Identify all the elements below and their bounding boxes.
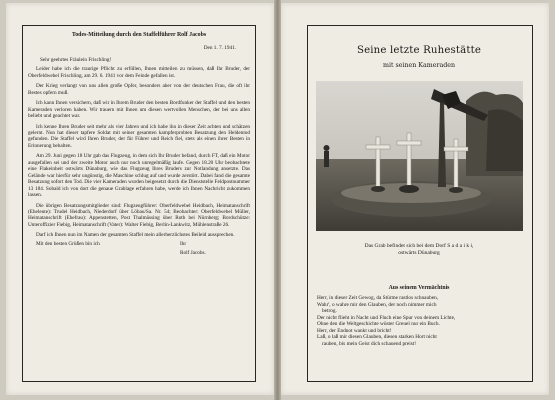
page-subtitle: mit seinen Kameraden	[382, 62, 456, 69]
letter-paragraph: Leider habe ich die traurige Pflicht zu erfüllen, Ihnen mitteilen zu müssen, daß Ihr Bruder, der Oberfeldwebel Frischling, am 29. 6. 1941 vor dem Feinde gefallen ist.	[28, 66, 250, 79]
right-page	[281, 3, 549, 395]
letter-heading: Todes-Mitteilung durch den Staffelführer Rolf Jacobs	[71, 32, 207, 38]
letter-salutation: Sehr geehrtes Fräulein Frischling!	[40, 56, 112, 63]
letter-paragraph: Die übrigen Besatzungsmitglieder sind: Flugzeugführer: Oberfeldwebel Heidbach, Heimatanschrift (Eheleute): Trudel Heidbach, Niederdorf über Löbau/Sa. Nr. 54; Beobachter: Oberfeldwebel Müller, Heimatanschrift (Ehefrau): Appenstetten, Post Thalmässing über Roth bei Nürnberg; Bordschütze: Unteroffizier Fiebig, Heimatanschrift (Vater): Walter Fiebig, Berlin-Lankwitz, Mühlenstraße 26.	[28, 202, 250, 228]
poem-line: Der nicht flieht in Nacht und Fluch eine Spur von deinem Lichte,	[317, 314, 456, 321]
legacy-heading: Aus seinem Vermächtnis	[388, 285, 450, 291]
grave-photo-illustration	[316, 81, 523, 231]
letter-paragraph: Ich kenne Ihren Bruder seit mehr als vier Jahren und ich habe ihn in dieser Zeit achten und schätzen gelernt. Nun hat dieser tapfere Soldat mit seiner gesamten kampferprobten Besatzung den Heldentod gefunden. Die Staffel wird Ihren Bruder, der für Führer und Reich fiel, stets als einen ihrer Besten in Erinnerung behalten.	[28, 123, 250, 149]
legacy-poem	[317, 295, 527, 347]
signature: Rolf Jacobs.	[180, 249, 206, 256]
poem-line: betrog.	[322, 308, 337, 314]
page-title: Seine letzte Ruhestätte	[356, 45, 482, 56]
poem-line: rauben, bis mein Geist dich schauend preist!	[322, 340, 416, 347]
letter-paragraph: Der Krieg verlangt von uns allen große Opfer, besonders aber von der deutschen Frau, die oft ihr Bestes opfern muß.	[28, 83, 250, 96]
photo-caption-line: Das Grab befindet sich bei dem Dorf S a d a i k i,	[364, 243, 474, 249]
letter-closing	[28, 240, 250, 256]
closing-ihr: Ihr	[180, 240, 187, 247]
closing-phrase: Mit den besten Grüßen bin ich	[36, 240, 100, 247]
left-page	[6, 3, 274, 395]
book-gutter	[274, 0, 281, 400]
poem-line: Herr, in dieser Zeit Gewog, da Stürme rastlos schnauben,	[317, 295, 439, 301]
grave-photo	[316, 81, 523, 231]
poem-line: Laß, o laß mir diesen Glauben, diesen starken Hort nicht	[317, 334, 437, 340]
death-notice-letter	[28, 32, 250, 256]
poem-line: Wahr', o wahre mir den Glauben, der noch nimmer mich	[317, 301, 437, 308]
photo-caption-line: ostwärts Dünaburg	[398, 249, 440, 256]
letter-date: Den 1. 7. 1941.	[203, 45, 236, 52]
photo-caption	[307, 243, 531, 257]
poem-line: Ohne den die Weltgeschichte wüster Greuel nur ein Buch.	[317, 321, 440, 327]
letter-paragraph: Am 29. Juni gegen 18 Uhr gab das Flugzeug, in dem sich Ihr Bruder befand, durch FT, daß ein Motor ausgefallen sei und der zweite Motor auch nur noch unregelmäßig laufe. Gegen 18.20 Uhr beobachtete eine Flakeinheit ostwärts Dünaburg, wie das Flugzeug Ihres Bruders zur Notlandung ansetzte. Das Gelände war hierfür sehr ungünstig, die Maschine schlug auf und wurde zerstört. Dabei fand die gesamte Besatzung sofort den Tod. Die vier Kameraden wurden beigesetzt durch die Dienststelle Feldpostnummer 13 184. Sobald ich von dort die genaue Grablage erfahren habe, werde ich Ihnen Nachricht zukommen lassen.	[28, 153, 250, 199]
letter-paragraph: Darf ich Ihnen nun im Namen der gesamten Staffel mein allerherzlichstes Beileid aussprechen.	[36, 232, 235, 239]
letter-paragraph: Ich kann Ihnen versichern, daß wir in Ihrem Bruder den besten Bordfunker der Staffel und den besten Kameraden verloren haben. Wir trauern mit Ihnen um diesen wertvollen Menschen, der bei uns allen beliebt und geachtet war.	[28, 100, 250, 120]
poem-line: Herr, der Endnot wankt und bricht!	[317, 327, 392, 334]
